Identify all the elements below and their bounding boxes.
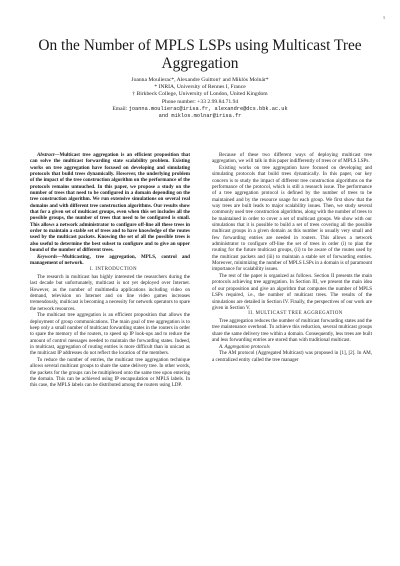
section2-paragraph-1: Tree aggregation reduces the number of multicast forwarding states and the tree maintenance overhead. To achieve this reduction, several multicast groups share the same delivery tree within a domain. Consequently, less trees are built and less forwarding entries are stored than with traditional multicast. <box>212 318 372 344</box>
abstract <box>30 152 190 267</box>
keywords-paragraph <box>30 254 190 267</box>
email-addresses-2: and miklos.molnar@irisa.fr <box>158 113 242 120</box>
subsection-heading-aggregation-protocols: A. Aggregation protocols <box>219 343 270 350</box>
email-line-1 <box>20 106 380 113</box>
affiliation-2: † Birkbeck College, University of London, United Kingdom <box>132 91 268 98</box>
section-heading-multicast-tree-aggregation: II. MULTICAST TREE AGGREGATION <box>248 311 343 317</box>
body-paragraph-3: The rest of the paper is organized as follows. Section II presents the main protocols achieving tree aggregation. In Section III, we present the main idea of our proposition and give an algorithm that computes the number of MPLS LSPs required, i.e., the number of multicast trees. The results of the simulations are detailed in Section IV. Finally, the perspectives of our work are given in Section V. <box>212 273 372 311</box>
abstract-label: Abstract— <box>37 152 60 158</box>
right-column <box>212 152 372 363</box>
email-label: Email: <box>112 105 128 112</box>
abstract-paragraph <box>30 152 190 254</box>
body-paragraph-2: Existing works on tree aggregation have focused on developing and simulating protocols that build trees dynamically. In this paper, our key concern is to study the impact of different tree construction algorithms on the performance of the protocol, which is still a research issue. The performance of a tree aggregation protocol is defined by the number of trees to be maintained and by the resource usage for each group. We first show that the way trees are built leads to major scalability issues. Then, we study several commonly used tree construction algorithms, along with the number of trees to be maintained in order to cover a set of multicast groups. We show with our simulations that it is possible to build a set of trees covering all the possible multicast groups in a given domain as this number is usually very small and few forwarding entries are needed in routers. This allows a network administrator to configure off-line the set of trees in order (i) to plan the routing for the future multicast groups, (ii) to be aware of the routes used by the multicast packets and (iii) to maintain a stable set of forwarding entries. Moreover, minimizing the number of MPLS LSPs in a domain is of paramount importance for scalability issues. <box>212 164 372 273</box>
page-number: 1 <box>383 15 385 20</box>
author-block <box>20 77 380 120</box>
section-heading-introduction: I. INTRODUCTION <box>90 267 137 273</box>
subsection-paragraph-1: The AM protocol (Aggregated Multicast) was proposed in [1], [2]. In AM, a centralized entity called the tree manager <box>212 350 372 363</box>
keywords-text: Multicasting, tree aggregation, MPLS, control and management of network. <box>30 254 190 267</box>
intro-paragraph-1: The research in multicast has highly interested the researchers during the last decade but unfortunately, multicast is not yet deployed over Internet. However, as the number of multimedia applications including video on demand, television on Internet and on line video games increases tremendously, multicast is becoming a necessity for network operators to spare the network resources. <box>30 273 190 312</box>
email-addresses-1: joanna.moulierac@irisa.fr, alexandre@dcs.bbk.ac.uk <box>128 105 288 112</box>
paper-title: On the Number of MPLS LSPs using Multicast Tree Aggregation <box>38 37 362 72</box>
author-names: Joanna Moulierac*, Alexandre Guitton† and Miklós Molnár* <box>131 77 269 83</box>
affiliation-1: * INRIA, University of Rennes I, France <box>154 84 246 91</box>
body-paragraph-1: Because of these two different ways of deploying multicast tree aggregation, we will talk in this paper indifferently of trees or of MPLS LSPs. <box>212 152 372 165</box>
phone-number: Phone number: +33 2.99.84.71.94 <box>161 98 239 105</box>
keywords-label: Keywords— <box>37 254 63 260</box>
intro-paragraph-3: To reduce the number of entries, the multicast tree aggregation technique allows several multicast groups to share the same delivery tree. In other words, the packets for the groups can be multiplexed onto the same tree upon entering the domain. This can be achieved using IP encapsulation or MPLS labels. In this case, the MPLS labels can be distributed among the routers using LDP. <box>30 356 190 389</box>
left-column <box>30 152 190 389</box>
intro-paragraph-2: The multicast tree aggregation is an efficient proposition that allows the deployment of group communications. The main goal of tree aggregation is to keep only a small number of multicast forwarding states in the routers in order to spare the memory of the routers, to speed up IP look-ups and to reduce the amount of control messages needed to maintain the forwarding states. Indeed, in multicast, aggregation of routing entries is more difficult than in unicast as the multicast IP addresses do not reflect the location of the members. <box>30 312 190 357</box>
abstract-text: Multicast tree aggregation is an efficient proposition that can solve the multicast forwarding state scalability problem. Existing works on tree aggregation have focused on developing and simulating protocols that build trees dynamically. However, the underlying problem of the impact of the tree construction algorithm on the performance of the protocols remains untouched. In this paper, we propose a study on the number of trees that need to be configured in a domain depending on the tree construction algorithm. We run extensive simulations on several real domains and with different tree construction algorithms. Our results show that for a given set of multicast groups, even when this set includes all the possible groups, the number of trees that need to be configured is small. This allows a network administrator to configure off-line all these trees in order to maintain a stable set of trees and to have knowledge of the routes used by the multicast packets. Knowing the set of all the possible trees is also useful to determine the best subset to configure and to give an upper bound of the number of different trees. <box>30 152 190 254</box>
